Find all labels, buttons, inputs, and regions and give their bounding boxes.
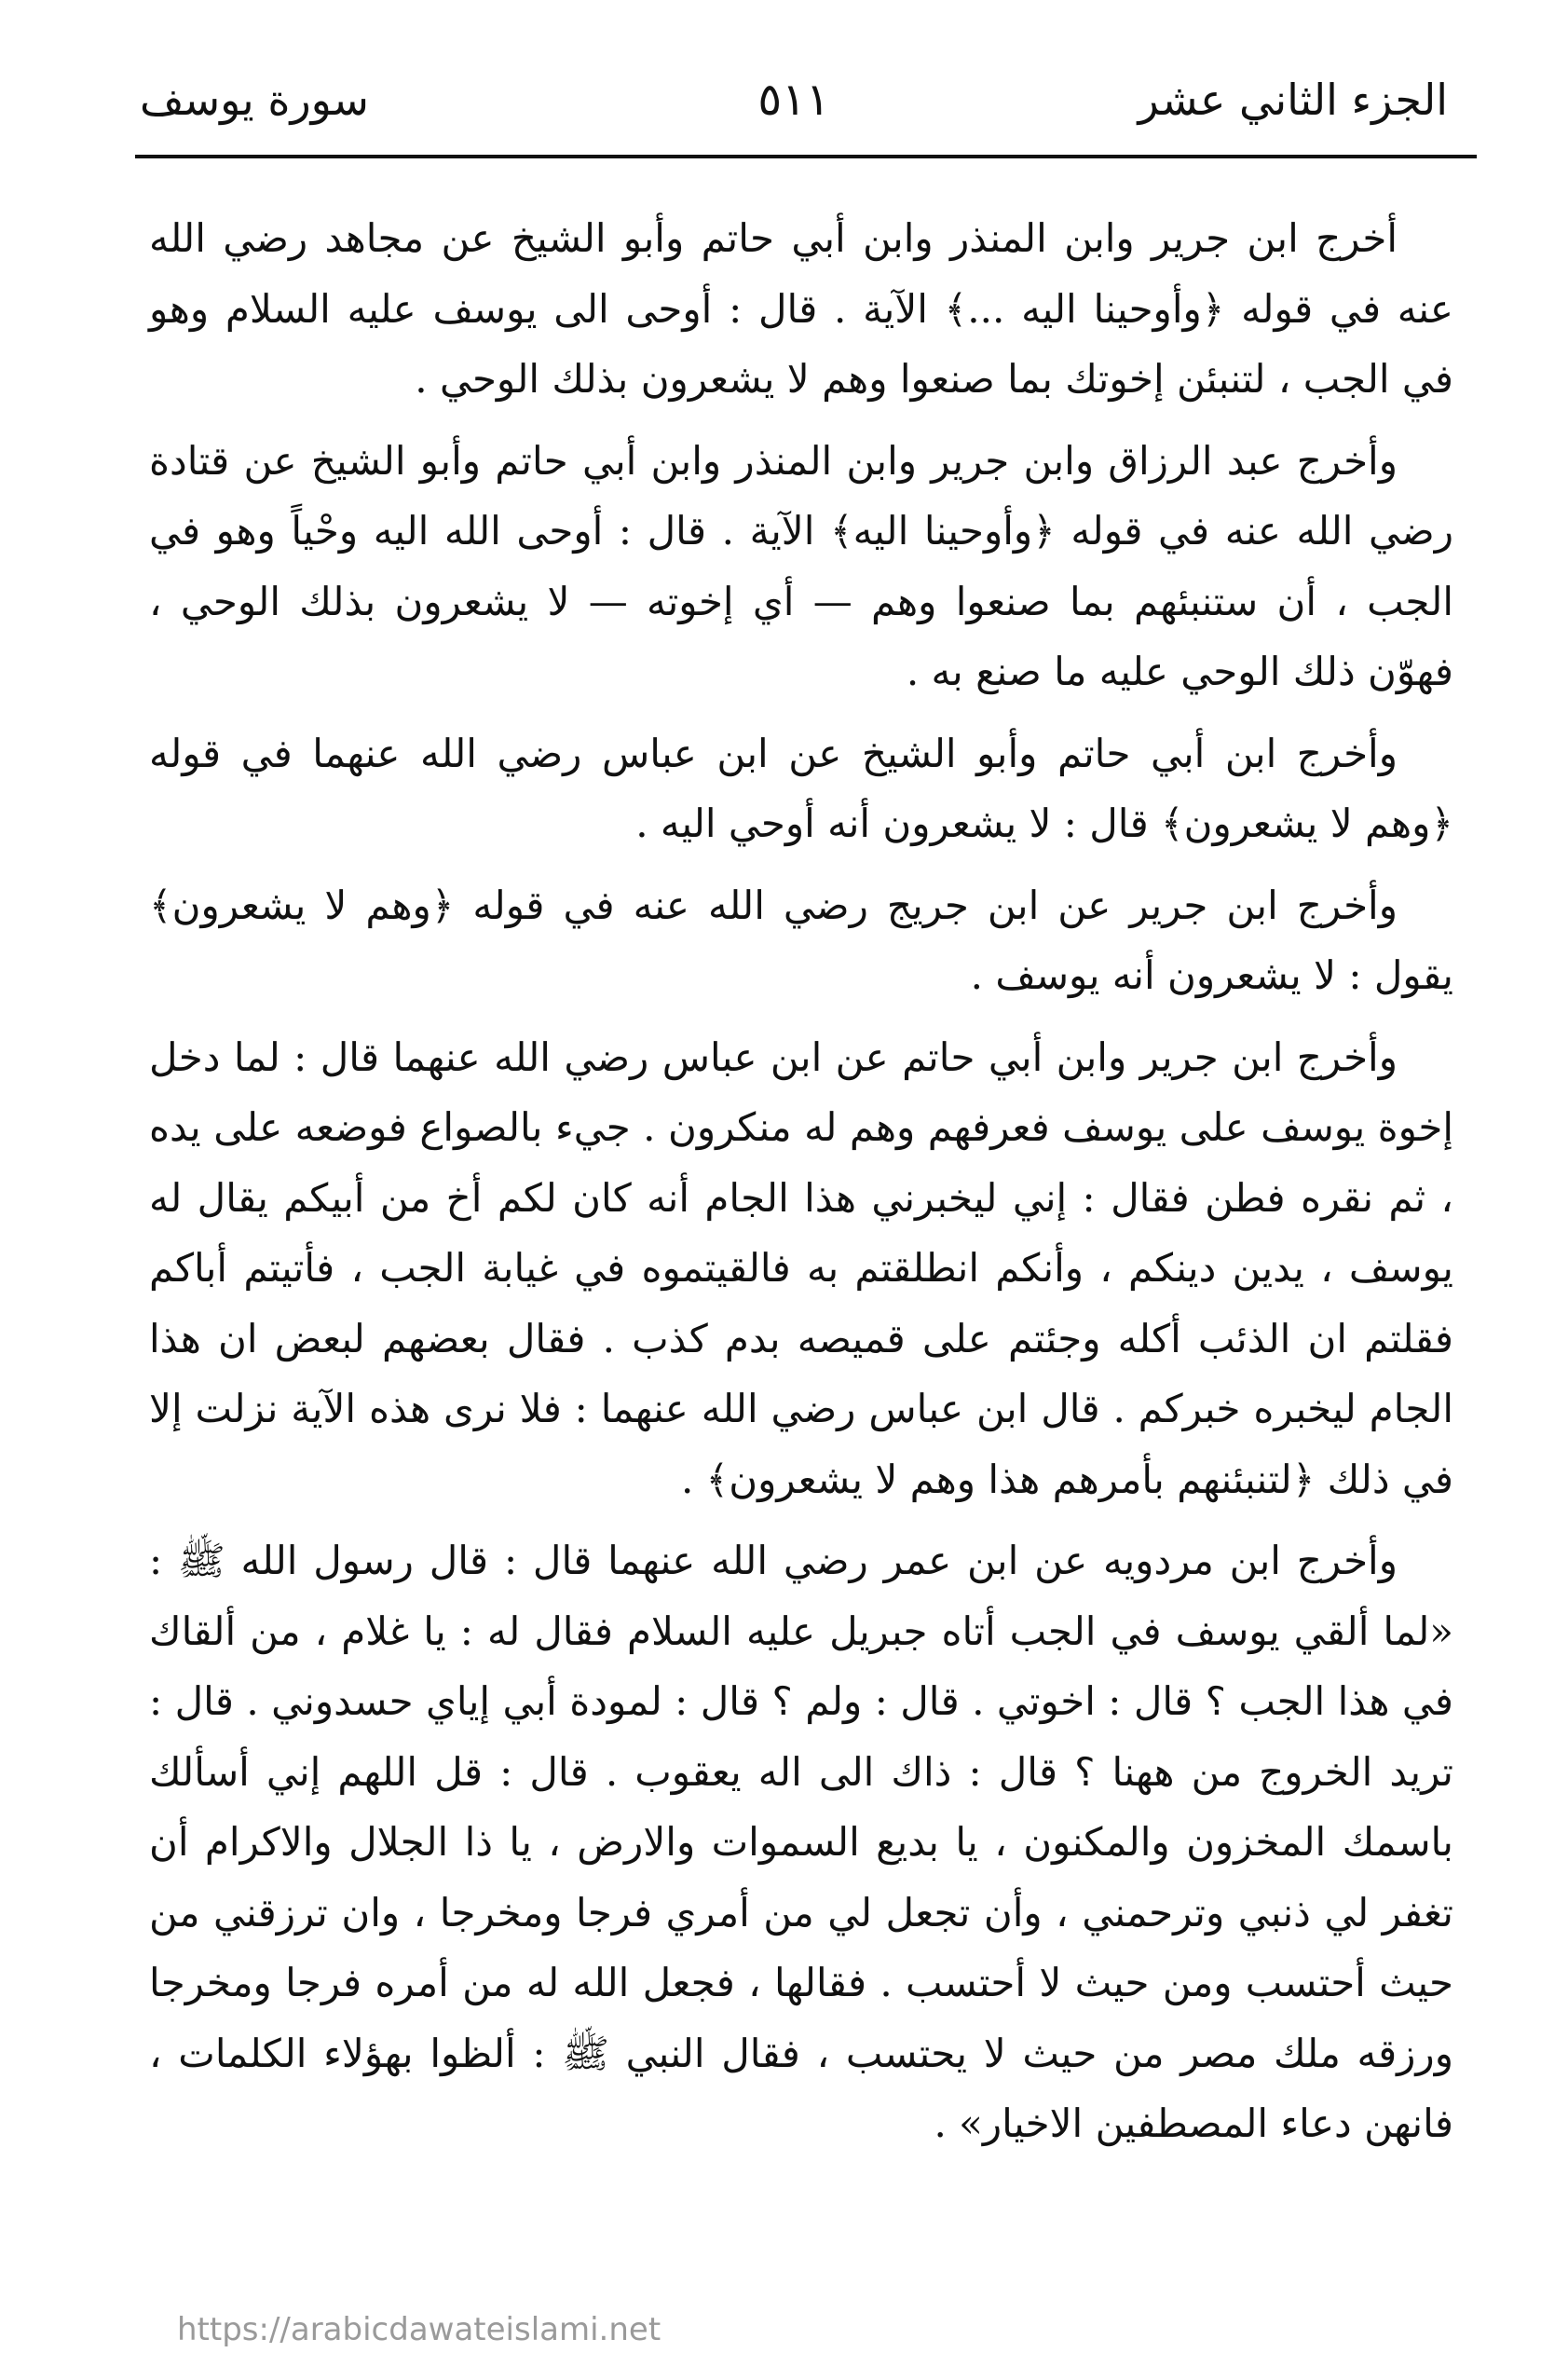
paragraph-5: وأخرج ابن جرير وابن أبي حاتم عن ابن عباس رضي الله عنهما قال : لما دخل إخوة يوسف على يوسف فعرفهم وهم له منكرون . جيء بالصواع فوضعه على يده ، ثم نقره فطن فقال : إني ليخبرني هذا الجام أنه كان لكم أخ من أبيكم يقال له يوسف ، يدين دينكم ، وأنكم انطلقتم به فالقيتموه في غيابة الجب ، فأتيتم أباكم فقلتم ان الذئب أكله وجئتم على قميصه بدم كذب . فقال بعضهم لبعض ان هذا الجام ليخبره خبركم . قال ابن عباس رضي الله عنهما : فلا نرى هذه الآية نزلت إلا في ذلك ﴿لتنبئنهم بأمرهم هذا وهم لا يشعرون﴾ . — [149, 1033, 1453, 1502]
paragraph-4: وأخرج ابن جرير عن ابن جريج رضي الله عنه في قوله ﴿وهم لا يشعرون﴾ يقول : لا يشعرون أنه يوسف . — [149, 882, 1453, 998]
paragraph-6: وأخرج ابن مردويه عن ابن عمر رضي الله عنهما قال : قال رسول الله ﷺ : «لما ألقي يوسف في الجب أتاه جبريل عليه السلام فقال له : يا غلام ، من ألقاك في هذا الجب ؟ قال : اخوتي . قال : ولم ؟ قال : لمودة أبي إياي حسدوني . قال : تريد الخروج من ههنا ؟ قال : ذاك الى اله يعقوب . قال : قل اللهم إني أسألك باسمك المخزون والمكنون ، يا بديع السموات والارض ، يا ذا الجلال والاكرام أن تغفر لي ذنبي وترحمني ، وأن تجعل لي من أمري فرجا ومخرجا ، وان ترزقني من حيث أحتسب ومن حيث لا أحتسب . فقالها ، فجعل الله له من أمره فرجا ومخرجا ورزقه ملك مصر من حيث لا يحتسب ، فقال النبي ﷺ : ألظوا بهؤلاء الكلمات ، فانهن دعاء المصطفين الاخيار» . — [149, 1538, 1453, 2146]
header-surah-title: سورة يوسف — [140, 75, 369, 125]
page-body — [149, 203, 1453, 2170]
page-number: ٥١١ — [757, 74, 830, 126]
paragraph-3: وأخرج ابن أبي حاتم وأبو الشيخ عن ابن عباس رضي الله عنهما في قوله ﴿وهم لا يشعرون﴾ قال : لا يشعرون أنه أوحي اليه . — [149, 730, 1453, 846]
page-header — [140, 58, 1448, 142]
watermark-url: https://arabicdawateislami.net — [177, 2311, 661, 2348]
header-part-title: الجزء الثاني عشر — [1138, 75, 1448, 125]
paragraph-2: وأخرج عبد الرزاق وابن جرير وابن المنذر وابن أبي حاتم وأبو الشيخ عن قتادة رضي الله عنه في قوله ﴿وأوحينا اليه﴾ الآية . قال : أوحى الله اليه وحْياً وهو في الجب ، أن ستنبئهم بما صنعوا وهم — أي إخوته — لا يشعرون بذلك الوحي ، فهوّن ذلك الوحي عليه ما صنع به . — [149, 437, 1453, 694]
paragraph-1: أخرج ابن جرير وابن المنذر وابن أبي حاتم وأبو الشيخ عن مجاهد رضي الله عنه في قوله ﴿وأوحينا اليه ...﴾ الآية . قال : أوحى الى يوسف عليه السلام وهو في الجب ، لتنبئن إخوتك بما صنعوا وهم لا يشعرون بذلك الوحي . — [149, 215, 1453, 402]
header-rule — [135, 155, 1477, 158]
